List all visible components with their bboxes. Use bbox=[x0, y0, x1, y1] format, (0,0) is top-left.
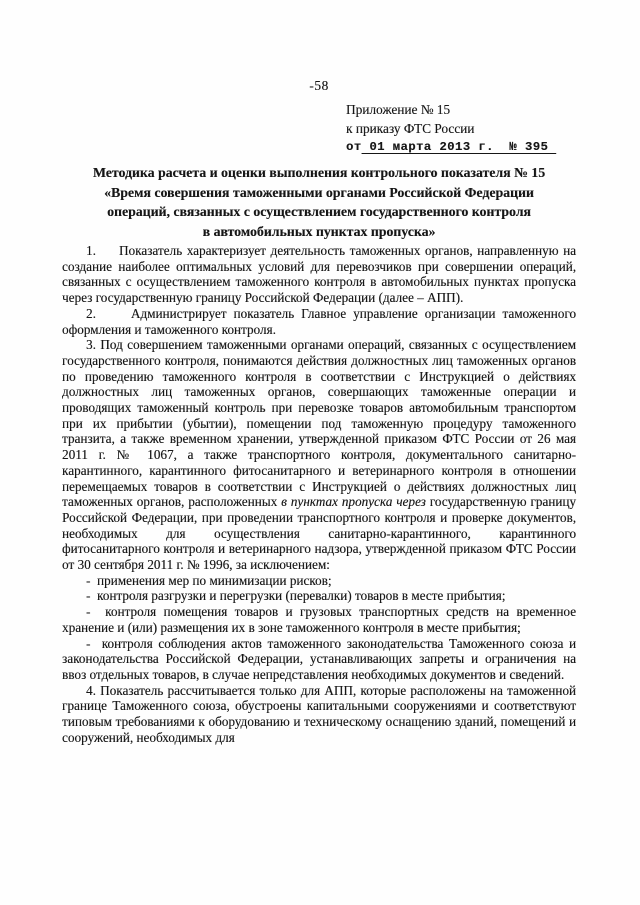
title-line-1: Методика расчета и оценки выполнения контрольного показателя № 15 bbox=[92, 165, 546, 180]
appendix-line-1: Приложение № 15 bbox=[346, 102, 450, 117]
list-item-unloading: - контроля разгрузки и перегрузки (перевалки) товаров в месте прибытия; bbox=[86, 588, 506, 604]
title-line-3: операций, связанных с осуществлением государственного контроля bbox=[107, 204, 531, 220]
paragraph-3-italic-phrase: в пунктах пропуска через bbox=[281, 494, 426, 510]
appendix-line-2: к приказу ФТС России bbox=[346, 120, 475, 136]
document-title bbox=[62, 163, 576, 241]
paragraph-3 bbox=[62, 337, 576, 573]
appendix-date-line bbox=[346, 138, 556, 157]
page-number: -58 bbox=[309, 78, 329, 93]
appendix-block bbox=[346, 101, 556, 157]
title-line-4: в автомобильных пунктах пропуска» bbox=[202, 223, 436, 239]
list-item-compliance: - контроля соблюдения актов таможенного законодательства Таможенного союза и законодательства Российской Федерации, устанавливающих запреты и ограничения на ввоз отдельных товаров, в случае непредставления необходимых документов и сведений. bbox=[62, 635, 576, 682]
paragraph-3-text-after: государственную границу Российской Федерации, при проведении транспортного контроля и проверке документов, необходимых для осуществления санитарно-карантинного, карантинного фитосанитарного контроля и ветеринарного надзора, утвержденной приказом ФТС России от 30 сентября 2011 г. № 1996, за исключением: bbox=[62, 494, 577, 573]
paragraph-4: 4. Показатель рассчитывается только для АПП, которые расположены на таможенной границе Таможенного союза, обустроены капитальными сооружениями и соответствуют типовым требованиями к оборудованию и техническому оснащению зданий, помещений и сооружений, необходимых для bbox=[62, 682, 576, 745]
title-line-2: «Время совершения таможенными органами Российской Федерации bbox=[104, 184, 534, 200]
date-prefix: от bbox=[346, 140, 362, 155]
list-item-risks: - применения мер по минимизации рисков; bbox=[86, 572, 332, 588]
document-body bbox=[62, 243, 576, 746]
paragraph-1: 1. Показатель характеризует деятельность таможенных органов, направленную на создание наиболее оптимальных условий для перевозчиков при совершении операций, связанных с осуществлением таможенного контроля в автомобильных пунктах пропуска через государственную границу Российской Федерации (далее – АПП). bbox=[62, 243, 576, 306]
paragraph-2: 2. Администрирует показатель Главное управление организации таможенного оформления и таможенного контроля. bbox=[62, 305, 576, 337]
date-value: 01 марта 2013 г. № 395 bbox=[361, 140, 557, 155]
paragraph-3-text-before: 3. Под совершением таможенными органами операций, связанных с осуществлением государственного контроля, понимаются действия должностных лиц таможенных органов по проведению таможенного контроля в соответствии с Инструкцией о действиях должностных лиц таможенных органов, совершающих таможенные операции и проводящих таможенный контроль при перевозке товаров автомобильным транспортом при их прибытии (убытии), помещении под таможенную процедуру таможенного транзита, а также временном хранении, утвержденной приказом ФТС России от 26 мая 2011 г. № 1067, а также транспортного контроля, документального санитарно-карантинного, карантинного фитосанитарного и ветеринарного контроля в отношении перемещаемых товаров в соответствии с Инструкцией о действиях должностных лиц таможенных органов, расположенных bbox=[62, 337, 576, 510]
list-item-storage: - контроля помещения товаров и грузовых транспортных средств на временное хранение и (или) размещения их в зоне таможенного контроля в месте прибытия; bbox=[62, 604, 576, 635]
